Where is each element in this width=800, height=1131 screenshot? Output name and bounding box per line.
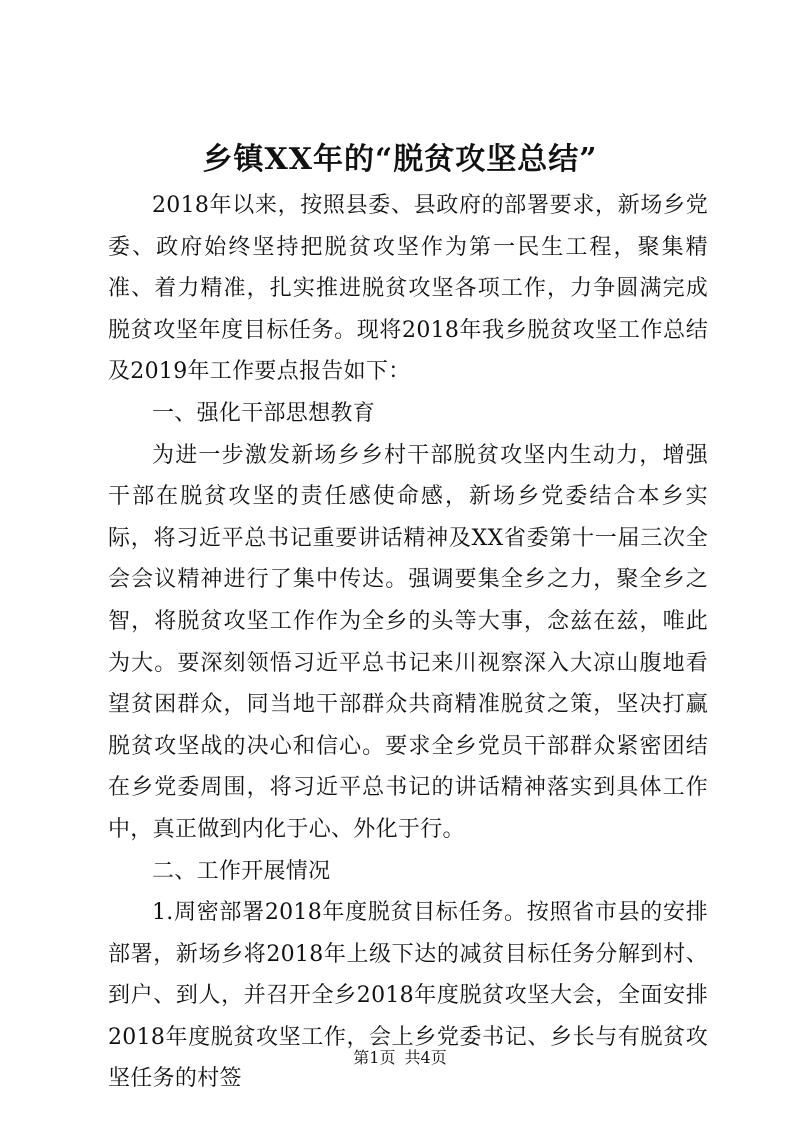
section-1-paragraph: 为进一步激发新场乡乡村干部脱贫攻坚内生动力，增强干部在脱贫攻坚的责任感使命感，新场乡党委结合本乡实际，将习近平总书记重要讲话精神及XX省委第十一届三次全会会议精神进行了集中传达。强调要集全乡之力，聚全乡之智，将脱贫攻坚工作作为全乡的头等大事，念兹在兹，唯此为大。要深刻领悟习近平总书记来川视察深入大凉山腹地看望贫困群众，同当地干部群众共商精准脱贫之策，坚决打赢脱贫攻坚战的决心和信心。要求全乡党员干部群众紧密团结在乡党委周围，将习近平总书记的讲话精神落实到具体工作中，真正做到内化于心、外化于行。 [108, 442, 708, 842]
section-heading-2: 二、工作开展情况 [152, 858, 331, 884]
page-number: 第1页 [353, 1048, 396, 1067]
page-footer [0, 1047, 800, 1069]
section-heading-1: 一、强化干部思想教育 [152, 400, 376, 426]
section-2-paragraph: 1.周密部署2018年度脱贫目标任务。按照省市县的安排部署，新场乡将2018年上级下达的减贫目标任务分解到村、到户、到人，并召开全乡2018年度脱贫攻坚大会，全面安排2018年度脱贫攻坚工作，会上乡党委书记、乡长与有脱贫攻坚任务的村签 [108, 900, 708, 1092]
document-body [108, 185, 708, 1100]
intro-paragraph: 2018年以来，按照县委、县政府的部署要求，新场乡党委、政府始终坚持把脱贫攻坚作为第一民生工程，聚集精准、着力精准，扎实推进脱贫攻坚各项工作，力争圆满完成脱贫攻坚年度目标任务。现将2018年我乡脱贫攻坚工作总结及2019年工作要点报告如下： [108, 193, 708, 385]
document-title: 乡镇XX年的“脱贫攻坚总结” [202, 142, 598, 177]
page-total: 共4页 [404, 1048, 447, 1067]
